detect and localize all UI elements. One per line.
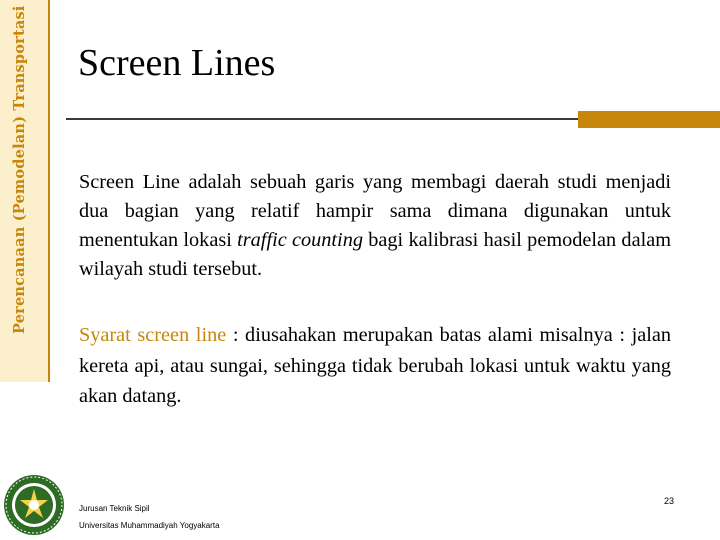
page-number: 23 [664,496,675,506]
requirement-label: Syarat screen line [79,324,227,346]
traffic-counting-term: traffic counting [237,229,363,251]
title-rule-accent-block [578,111,720,128]
footer-department: Jurusan Teknik Sipil [79,504,150,513]
definition-text-start: Screen Line adalah sebuah garis yang membagi daerah studi menjadi dua bagian yang relatif hampir sama dimana digunakan untuk menentukan lokasi [79,171,671,251]
requirement-paragraph [79,320,671,412]
slide-title: Screen Lines [78,42,276,84]
university-seal-icon [2,472,66,538]
definition-text-end: bagi kalibrasi hasil pemodelan dalam wilayah studi tersebut. [79,229,671,280]
definition-paragraph [79,168,671,284]
requirement-text: : diusahakan merupakan batas alami misalnya : jalan kereta api, atau sungai, sehingga tidak berubah lokasi untuk waktu yang akan datang. [79,324,671,407]
footer-university: Universitas Muhammadiyah Yogyakarta [79,521,220,530]
sidebar-vertical-title: Perencanaan (Pemodelan) Transportasi [11,5,28,334]
